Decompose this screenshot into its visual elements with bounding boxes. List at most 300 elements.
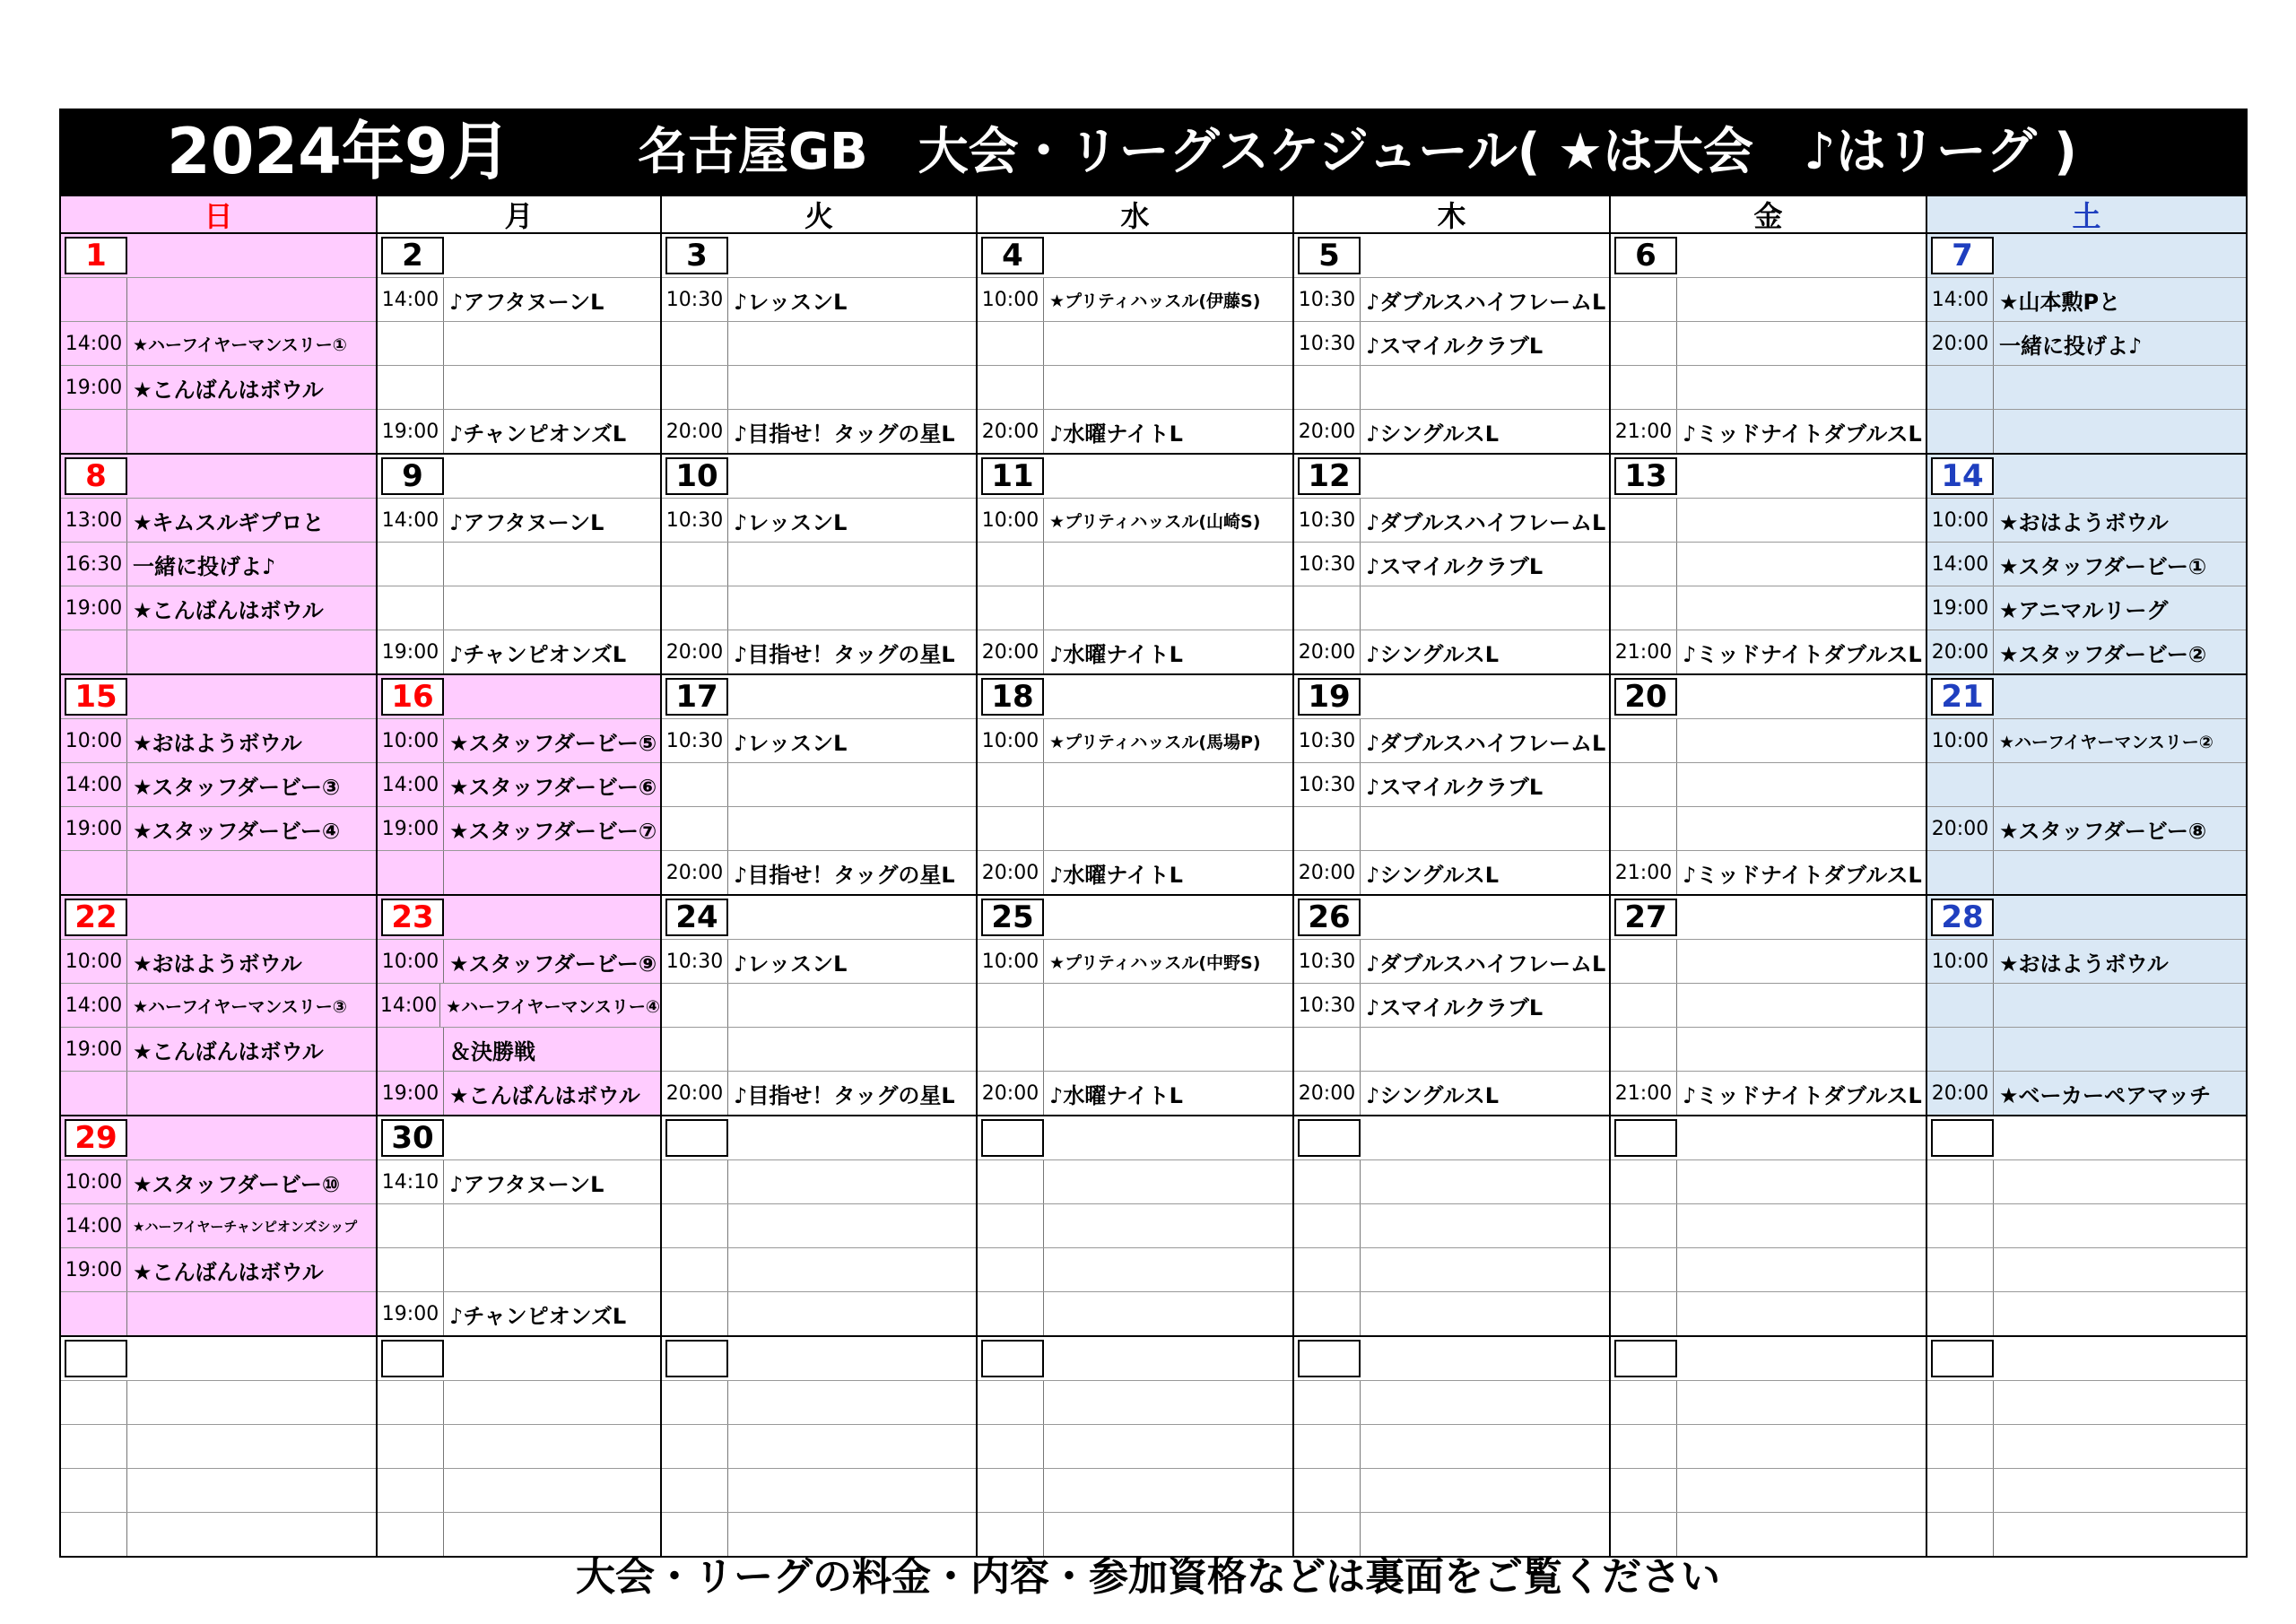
time-slot bbox=[662, 851, 976, 894]
time-slot bbox=[662, 1072, 976, 1115]
slot-time bbox=[1927, 763, 1994, 806]
event-name: ♪シングルスL bbox=[1366, 1082, 1500, 1108]
slot-time bbox=[378, 1381, 444, 1424]
time-slot bbox=[662, 366, 976, 410]
day-cell bbox=[1294, 675, 1611, 896]
day-number: 28 bbox=[1931, 899, 1994, 936]
week-row bbox=[59, 455, 2248, 675]
day-number bbox=[1614, 1119, 1677, 1157]
day-cell bbox=[662, 1337, 978, 1558]
event-name: ★こんばんはボウル bbox=[133, 377, 324, 403]
time-slot bbox=[1927, 763, 2246, 807]
time-slot bbox=[978, 499, 1292, 543]
slot-time: 19:00 bbox=[61, 1248, 127, 1291]
day-number: 8 bbox=[65, 457, 127, 495]
slot-time bbox=[378, 1204, 444, 1247]
slot-time: 19:00 bbox=[1927, 586, 1994, 630]
day-number-row bbox=[1611, 896, 1926, 940]
event-name: ★プリティハッスル(伊藤S) bbox=[1049, 291, 1261, 311]
day-number-row bbox=[1294, 1116, 1609, 1160]
month-title: 2024年9月 bbox=[167, 115, 511, 188]
time-slot bbox=[978, 940, 1292, 984]
slot-time bbox=[1611, 1381, 1677, 1424]
day-number bbox=[665, 1119, 728, 1157]
slot-time bbox=[1927, 984, 1994, 1027]
time-slot bbox=[1294, 499, 1609, 543]
slot-time: 14:00 bbox=[1927, 278, 1994, 321]
event-name: ★プリティハッスル(中野S) bbox=[1049, 952, 1261, 973]
slot-time: 10:00 bbox=[61, 719, 127, 762]
time-slot bbox=[978, 366, 1292, 410]
time-slot bbox=[1927, 1028, 2246, 1072]
event-name: ♪スマイルクラブL bbox=[1366, 553, 1544, 579]
event-name: ★スタッフダービー⑤ bbox=[449, 730, 657, 756]
time-slot bbox=[1927, 1425, 2246, 1469]
day-number-row bbox=[662, 675, 976, 719]
day-cell bbox=[59, 675, 378, 896]
slot-time: 10:30 bbox=[1294, 719, 1361, 762]
slot-time bbox=[662, 763, 728, 806]
day-number-row bbox=[662, 1116, 976, 1160]
time-slot bbox=[1294, 1204, 1609, 1248]
event-name: ★スタッフダービー⑥ bbox=[449, 774, 657, 800]
time-slot bbox=[978, 1028, 1292, 1072]
time-slot bbox=[378, 1028, 660, 1072]
time-slot bbox=[978, 763, 1292, 807]
event-name: ♪レッスンL bbox=[734, 730, 848, 756]
time-slot bbox=[1611, 1204, 1926, 1248]
event-name: ♪ダブルスハイフレームL bbox=[1366, 289, 1606, 315]
slot-time: 14:00 bbox=[378, 984, 440, 1027]
slot-time bbox=[61, 410, 127, 453]
day-number: 15 bbox=[65, 678, 127, 716]
slot-time: 10:30 bbox=[1294, 278, 1361, 321]
slot-time bbox=[1611, 940, 1677, 983]
slot-time bbox=[1927, 410, 1994, 453]
week-row bbox=[59, 675, 2248, 896]
time-slot bbox=[978, 1204, 1292, 1248]
day-number-row bbox=[378, 234, 660, 278]
event-name: ★ハーフイヤーマンスリー① bbox=[133, 334, 347, 355]
weekday-header: 火 bbox=[662, 196, 978, 234]
event-name: ＆決勝戦 bbox=[449, 1038, 535, 1064]
slot-time bbox=[1294, 1381, 1361, 1424]
slot-time bbox=[61, 278, 127, 321]
weekday-header: 日 bbox=[59, 196, 378, 234]
slot-time: 20:00 bbox=[1927, 807, 1994, 850]
day-cell bbox=[378, 234, 662, 455]
time-slot bbox=[1927, 499, 2246, 543]
time-slot bbox=[1611, 1469, 1926, 1513]
time-slot bbox=[662, 940, 976, 984]
slot-time: 20:00 bbox=[662, 851, 728, 894]
slot-time bbox=[378, 586, 444, 630]
day-number: 23 bbox=[381, 899, 444, 936]
slot-time: 10:00 bbox=[1927, 719, 1994, 762]
time-slot bbox=[61, 1248, 376, 1292]
time-slot bbox=[1927, 851, 2246, 894]
event-name: ♪ダブルスハイフレームL bbox=[1366, 509, 1606, 535]
day-number-row bbox=[378, 1116, 660, 1160]
calendar bbox=[59, 109, 2248, 1558]
time-slot bbox=[1927, 719, 2246, 763]
event-name: ★おはようボウル bbox=[1999, 509, 2169, 535]
time-slot bbox=[978, 719, 1292, 763]
time-slot bbox=[1294, 278, 1609, 322]
event-name: ♪ミッドナイトダブルスL bbox=[1683, 1082, 1922, 1108]
day-number-row bbox=[61, 1337, 376, 1381]
slot-time bbox=[662, 366, 728, 409]
slot-time bbox=[662, 1160, 728, 1203]
time-slot bbox=[378, 1072, 660, 1115]
slot-time: 14:00 bbox=[378, 278, 444, 321]
time-slot bbox=[1294, 586, 1609, 630]
day-number: 17 bbox=[665, 678, 728, 716]
slot-time: 20:00 bbox=[1927, 1072, 1994, 1115]
day-number-row bbox=[1294, 455, 1609, 499]
day-cell bbox=[59, 1337, 378, 1558]
day-number bbox=[381, 1340, 444, 1377]
day-cell bbox=[1611, 1337, 1927, 1558]
day-cell bbox=[978, 234, 1294, 455]
time-slot bbox=[978, 1072, 1292, 1115]
time-slot bbox=[1611, 719, 1926, 763]
slot-time: 19:00 bbox=[378, 410, 444, 453]
time-slot bbox=[978, 1425, 1292, 1469]
time-slot bbox=[662, 1425, 976, 1469]
time-slot bbox=[378, 410, 660, 453]
slot-time bbox=[662, 1028, 728, 1071]
slot-time bbox=[378, 1425, 444, 1468]
slot-time: 20:00 bbox=[1294, 630, 1361, 673]
slot-time bbox=[1294, 1292, 1361, 1335]
time-slot bbox=[1611, 1028, 1926, 1072]
slot-time bbox=[978, 1028, 1044, 1071]
time-slot bbox=[378, 322, 660, 366]
day-number: 13 bbox=[1614, 457, 1677, 495]
time-slot bbox=[1927, 1248, 2246, 1292]
slot-time: 20:00 bbox=[1294, 1072, 1361, 1115]
day-cell bbox=[978, 896, 1294, 1116]
slot-time bbox=[1294, 586, 1361, 630]
slot-time bbox=[1611, 1469, 1677, 1512]
time-slot bbox=[61, 763, 376, 807]
time-slot bbox=[61, 807, 376, 851]
event-name: ★スタッフダービー⑧ bbox=[1999, 818, 2207, 844]
weeks-grid bbox=[59, 234, 2248, 1558]
time-slot bbox=[662, 1248, 976, 1292]
slot-time bbox=[978, 1204, 1044, 1247]
time-slot bbox=[1927, 543, 2246, 586]
slot-time: 20:00 bbox=[662, 1072, 728, 1115]
event-name: ★おはようボウル bbox=[133, 951, 302, 977]
time-slot bbox=[1294, 1028, 1609, 1072]
slot-time bbox=[61, 630, 127, 673]
day-number-row bbox=[1294, 234, 1609, 278]
time-slot bbox=[1927, 1292, 2246, 1335]
day-number: 18 bbox=[981, 678, 1044, 716]
event-name: ★プリティハッスル(山崎S) bbox=[1049, 511, 1261, 532]
slot-time bbox=[662, 1204, 728, 1247]
slot-time bbox=[1611, 586, 1677, 630]
slot-time: 21:00 bbox=[1611, 851, 1677, 894]
event-name: ♪ミッドナイトダブルスL bbox=[1683, 862, 1922, 888]
day-cell bbox=[1927, 896, 2248, 1116]
day-number: 9 bbox=[381, 457, 444, 495]
slot-time: 19:00 bbox=[61, 1028, 127, 1071]
day-number: 19 bbox=[1298, 678, 1361, 716]
time-slot bbox=[1927, 630, 2246, 673]
time-slot bbox=[1294, 1248, 1609, 1292]
time-slot bbox=[1611, 630, 1926, 673]
day-number: 14 bbox=[1931, 457, 1994, 495]
day-number: 4 bbox=[981, 237, 1044, 274]
day-cell bbox=[662, 675, 978, 896]
slot-time bbox=[1927, 366, 1994, 409]
day-number-row bbox=[61, 896, 376, 940]
day-number-row bbox=[378, 675, 660, 719]
event-name: ♪水曜ナイトL bbox=[1049, 1082, 1183, 1108]
event-name: ★スタッフダービー⑨ bbox=[449, 951, 657, 977]
slot-time bbox=[61, 1381, 127, 1424]
slot-time bbox=[1611, 1248, 1677, 1291]
slot-time bbox=[1611, 366, 1677, 409]
day-cell bbox=[1611, 896, 1927, 1116]
day-number: 12 bbox=[1298, 457, 1361, 495]
time-slot bbox=[61, 630, 376, 673]
day-number: 10 bbox=[665, 457, 728, 495]
day-number: 7 bbox=[1931, 237, 1994, 274]
slot-time bbox=[61, 1425, 127, 1468]
slot-time bbox=[1611, 1028, 1677, 1071]
slot-time bbox=[1611, 1425, 1677, 1468]
slot-time: 10:00 bbox=[978, 499, 1044, 542]
slot-time bbox=[662, 1292, 728, 1335]
day-number-row bbox=[61, 234, 376, 278]
slot-time bbox=[662, 1248, 728, 1291]
time-slot bbox=[1294, 763, 1609, 807]
time-slot bbox=[378, 630, 660, 673]
time-slot bbox=[61, 1292, 376, 1335]
slot-time: 19:00 bbox=[61, 586, 127, 630]
time-slot bbox=[1611, 366, 1926, 410]
time-slot bbox=[1927, 1469, 2246, 1513]
event-name: ♪ミッドナイトダブルスL bbox=[1683, 421, 1922, 447]
time-slot bbox=[662, 1160, 976, 1204]
time-slot bbox=[1927, 1381, 2246, 1425]
event-name: ★スタッフダービー③ bbox=[133, 774, 341, 800]
day-number-row bbox=[978, 1337, 1292, 1381]
time-slot bbox=[1611, 278, 1926, 322]
time-slot bbox=[1294, 851, 1609, 894]
time-slot bbox=[662, 322, 976, 366]
time-slot bbox=[978, 984, 1292, 1028]
slot-time bbox=[378, 851, 444, 894]
slot-time: 10:30 bbox=[662, 278, 728, 321]
slot-time bbox=[1611, 499, 1677, 542]
day-number-row bbox=[1611, 1116, 1926, 1160]
time-slot bbox=[1927, 1160, 2246, 1204]
time-slot bbox=[662, 984, 976, 1028]
event-name: ★ハーフイヤーチャンピオンズシップ bbox=[133, 1218, 358, 1235]
time-slot bbox=[378, 1292, 660, 1335]
slot-time: 16:30 bbox=[61, 543, 127, 586]
time-slot bbox=[1294, 1292, 1609, 1335]
slot-time bbox=[61, 1072, 127, 1115]
slot-time bbox=[978, 1381, 1044, 1424]
time-slot bbox=[978, 630, 1292, 673]
event-name: 一緒に投げよ♪ bbox=[1999, 333, 2143, 359]
slot-time: 10:00 bbox=[978, 719, 1044, 762]
time-slot bbox=[61, 543, 376, 586]
time-slot bbox=[1611, 807, 1926, 851]
slot-time bbox=[662, 322, 728, 365]
time-slot bbox=[378, 1469, 660, 1513]
day-number-row bbox=[1927, 896, 2246, 940]
time-slot bbox=[1294, 366, 1609, 410]
slot-time: 19:00 bbox=[61, 366, 127, 409]
day-number-row bbox=[378, 1337, 660, 1381]
day-cell bbox=[1927, 455, 2248, 675]
time-slot bbox=[378, 763, 660, 807]
time-slot bbox=[378, 1381, 660, 1425]
event-name: ★スタッフダービー④ bbox=[133, 818, 341, 844]
time-slot bbox=[1927, 278, 2246, 322]
day-cell bbox=[1927, 1116, 2248, 1337]
time-slot bbox=[61, 322, 376, 366]
slot-time: 21:00 bbox=[1611, 410, 1677, 453]
event-name: ♪チャンピオンズL bbox=[449, 1303, 627, 1329]
day-number-row bbox=[1927, 234, 2246, 278]
event-name: ★おはようボウル bbox=[133, 730, 302, 756]
slot-time: 19:00 bbox=[378, 1292, 444, 1335]
event-name: ♪チャンピオンズL bbox=[449, 421, 627, 447]
event-name: ♪目指せ！タッグの星L bbox=[734, 641, 955, 667]
slot-time bbox=[978, 1248, 1044, 1291]
time-slot bbox=[1611, 1248, 1926, 1292]
slot-time: 14:10 bbox=[378, 1160, 444, 1203]
time-slot bbox=[378, 499, 660, 543]
event-name: ♪チャンピオンズL bbox=[449, 641, 627, 667]
day-number bbox=[1614, 1340, 1677, 1377]
day-cell bbox=[1927, 675, 2248, 896]
slot-time bbox=[1294, 1028, 1361, 1071]
slot-time bbox=[662, 1469, 728, 1512]
weekday-header: 土 bbox=[1927, 196, 2248, 234]
time-slot bbox=[378, 1204, 660, 1248]
day-number: 3 bbox=[665, 237, 728, 274]
day-cell bbox=[1294, 896, 1611, 1116]
day-cell bbox=[1611, 1116, 1927, 1337]
time-slot bbox=[662, 1028, 976, 1072]
time-slot bbox=[1294, 1381, 1609, 1425]
slot-time bbox=[978, 543, 1044, 586]
event-name: ★スタッフダービー⑦ bbox=[449, 818, 657, 844]
event-name: ★キムスルギプロと bbox=[133, 509, 325, 535]
event-name: ♪シングルスL bbox=[1366, 421, 1500, 447]
event-name: ♪ダブルスハイフレームL bbox=[1366, 730, 1606, 756]
day-cell bbox=[662, 234, 978, 455]
day-number bbox=[1298, 1340, 1361, 1377]
slot-time bbox=[1294, 1160, 1361, 1203]
slot-time bbox=[1927, 1292, 1994, 1335]
slot-time: 10:00 bbox=[61, 940, 127, 983]
time-slot bbox=[61, 1381, 376, 1425]
slot-time: 10:00 bbox=[978, 940, 1044, 983]
time-slot bbox=[1927, 1204, 2246, 1248]
event-name: ★ハーフイヤーマンスリー③ bbox=[133, 996, 347, 1017]
time-slot bbox=[1927, 586, 2246, 630]
time-slot bbox=[61, 1204, 376, 1248]
slot-time: 21:00 bbox=[1611, 630, 1677, 673]
day-cell bbox=[662, 455, 978, 675]
time-slot bbox=[978, 807, 1292, 851]
slot-time: 10:30 bbox=[662, 719, 728, 762]
time-slot bbox=[1611, 984, 1926, 1028]
slot-time: 19:00 bbox=[378, 1072, 444, 1115]
slot-time bbox=[662, 1425, 728, 1468]
slot-time: 19:00 bbox=[378, 807, 444, 850]
day-number: 5 bbox=[1298, 237, 1361, 274]
slot-time: 10:30 bbox=[1294, 499, 1361, 542]
day-number bbox=[65, 1340, 127, 1377]
event-name: ★おはようボウル bbox=[1999, 951, 2169, 977]
day-number: 25 bbox=[981, 899, 1044, 936]
time-slot bbox=[662, 630, 976, 673]
slot-time bbox=[1611, 763, 1677, 806]
slot-time: 10:00 bbox=[978, 278, 1044, 321]
time-slot bbox=[978, 543, 1292, 586]
day-number-row bbox=[662, 455, 976, 499]
day-number-row bbox=[978, 234, 1292, 278]
event-name: ★スタッフダービー⑩ bbox=[133, 1171, 341, 1197]
slot-time bbox=[1927, 851, 1994, 894]
slot-time: 10:00 bbox=[1927, 940, 1994, 983]
day-number: 11 bbox=[981, 457, 1044, 495]
slot-time: 10:00 bbox=[378, 719, 444, 762]
slot-time bbox=[1294, 1469, 1361, 1512]
day-number-row bbox=[978, 455, 1292, 499]
event-name: ♪スマイルクラブL bbox=[1366, 994, 1544, 1020]
week-row bbox=[59, 234, 2248, 455]
slot-time: 20:00 bbox=[1927, 322, 1994, 365]
time-slot bbox=[1611, 543, 1926, 586]
time-slot bbox=[61, 586, 376, 630]
event-name: ♪レッスンL bbox=[734, 289, 848, 315]
time-slot bbox=[1294, 410, 1609, 453]
slot-time: 10:00 bbox=[1927, 499, 1994, 542]
time-slot bbox=[978, 278, 1292, 322]
day-number-row bbox=[1927, 675, 2246, 719]
event-name: ★こんばんはボウル bbox=[133, 1038, 324, 1064]
time-slot bbox=[61, 499, 376, 543]
slot-time: 14:00 bbox=[61, 322, 127, 365]
time-slot bbox=[1294, 630, 1609, 673]
week-row bbox=[59, 896, 2248, 1116]
day-number-row bbox=[662, 896, 976, 940]
day-number-row bbox=[1927, 1337, 2246, 1381]
slot-time: 10:30 bbox=[1294, 763, 1361, 806]
slot-time bbox=[662, 586, 728, 630]
event-name: ♪アフタヌーンL bbox=[449, 509, 604, 535]
event-name: ★ハーフイヤーマンスリー④ bbox=[446, 996, 660, 1017]
day-number: 6 bbox=[1614, 237, 1677, 274]
slot-time bbox=[978, 807, 1044, 850]
slot-time bbox=[378, 1028, 444, 1071]
time-slot bbox=[1611, 1292, 1926, 1335]
time-slot bbox=[378, 807, 660, 851]
time-slot bbox=[1611, 586, 1926, 630]
